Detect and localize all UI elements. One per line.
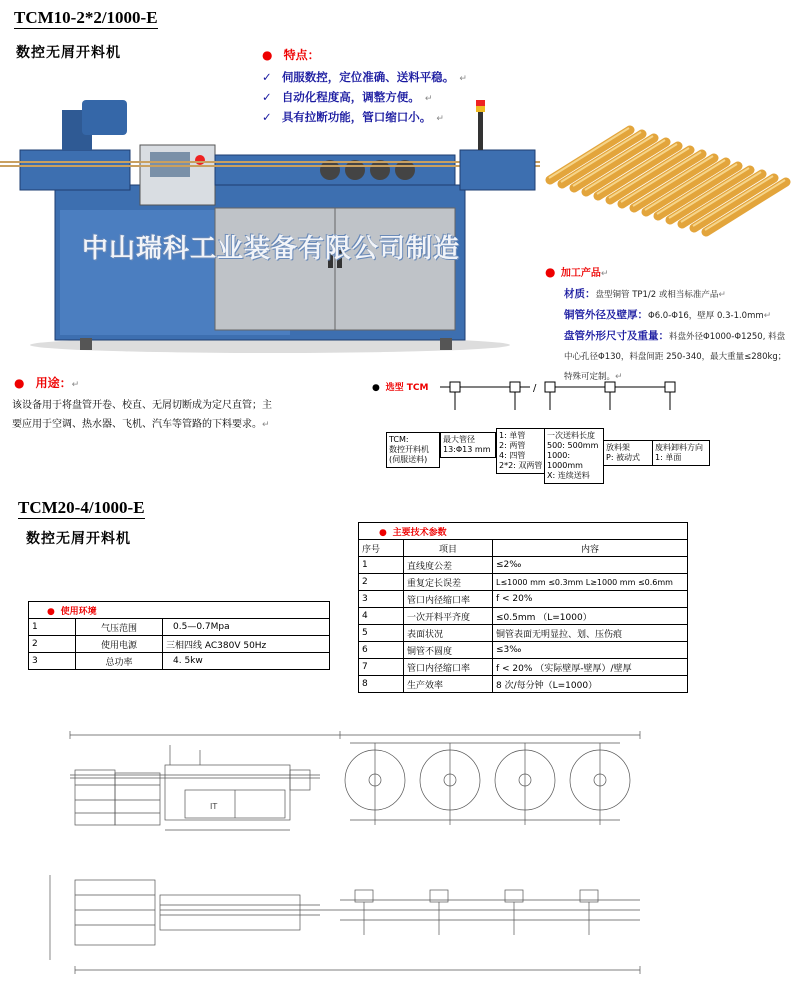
features-title: 特点： xyxy=(283,48,320,62)
copper-tubes-image xyxy=(540,125,800,255)
check-icon: ✓ xyxy=(262,90,272,104)
selection-connectors xyxy=(440,380,690,430)
specs-table: ● 主要技术参数 序号 项目 内容 1 直线度公差 ≤2‰ 2 重复定长误差 L≤1000 mm ≤0.3mm L≥1000 mm ≤0.6mm 3 管口内径缩口率 f < 20% 4 一次开料平齐度 ≤0.5mm （L=1000） 5 表面状况 铜管表面无明显拉、划、压伤痕 6 铜管不圆度 ≤3‰ 7 管口内径缩口率 f < 20% （实际壁厚-壁厚）/壁厚 8 生产效率 8 次/每分钟（L=1000） xyxy=(358,522,688,693)
products-title: 加工产品 xyxy=(560,268,601,279)
model1-code: TCM10-2*2/1000-E xyxy=(14,8,158,27)
table-row: 3 管口内径缩口率 f < 20% xyxy=(359,591,688,608)
selection-title: ● 选型 TCM xyxy=(372,383,429,393)
check-icon: ✓ xyxy=(262,70,272,84)
selection-box-length: 一次送料长度 500: 500mm 1000: 1000mm X: 连续送料 xyxy=(544,428,604,484)
usage-text: 该设备用于将盘管开卷、校直、无屑切断成为定尺直管；主 要应用于空调、热水器、飞机、汽车等管路的下料要求。↵ xyxy=(12,400,272,430)
machine-panel-label: IT xyxy=(210,802,218,811)
feature-item: ✓ 自动化程度高，调整方便。 ↵ xyxy=(262,90,433,104)
table-row: 1 直线度公差 ≤2‰ xyxy=(359,557,688,574)
model2-code: TCM20-4/1000-E xyxy=(18,498,145,517)
table-row: 2 使用电源 三相四线 AC380V 50Hz xyxy=(29,636,330,653)
usage-title: 用途： xyxy=(35,376,72,390)
selection-box-diameter: 最大管径 13:Φ13 mm xyxy=(440,432,496,458)
selection-box-series: TCM: 数控开料机 (伺服送料) xyxy=(386,432,440,468)
machine-photo xyxy=(0,90,540,360)
usage-section: ● 用途：↵ xyxy=(14,376,80,390)
table-row: 8 生产效率 8 次/每分钟（L=1000） xyxy=(359,676,688,693)
bullet-icon: ● xyxy=(14,376,25,390)
table-row: 5 表面状况 铜管表面无明显拉、划、压伤痕 xyxy=(359,625,688,642)
features-section xyxy=(262,44,320,63)
selection-box-tubes: 1: 单管 2: 两管 4: 四管 2*2: 双两管 xyxy=(496,428,546,474)
products-section: ● 加工产品↵ 材质：盘型铜管 TP1/2 或相当标准产品↵ 铜管外径及壁厚：Φ6.0-Φ16，壁厚 0.3-1.0mm↵ 盘管外形尺寸及重量：料盘外径Φ1000-Φ1250, 料盘 中心孔径Φ130，料盘间距 250-340，最大重量≤280kg； 特殊可定制。↵ xyxy=(545,265,787,382)
watermark: 中山瑞科工业装备有限公司制造 xyxy=(82,234,461,264)
environment-table: ● 使用环境 1 气压范围 0.5—0.7Mpa 2 使用电源 三相四线 AC380V 50Hz 3 总功率 4. 5kw xyxy=(28,601,330,670)
technical-drawing xyxy=(20,705,670,985)
feature-item: ✓ 伺服数控，定位准确、送料平稳。 ↵ xyxy=(262,70,467,84)
selection-box-discharge: 废料卸料方向 1: 单面 xyxy=(652,440,710,466)
bullet-icon: ● xyxy=(262,48,273,62)
table-row: 1 气压范围 0.5—0.7Mpa xyxy=(29,619,330,636)
table-row: 7 管口内径缩口率 f < 20% （实际壁厚-壁厚）/壁厚 xyxy=(359,659,688,676)
selection-box-rack: 放料架 P: 被动式 xyxy=(603,440,653,466)
check-icon: ✓ xyxy=(262,110,272,124)
table-row: 3 总功率 4. 5kw xyxy=(29,653,330,670)
specs-title: 主要技术参数 xyxy=(392,527,447,538)
table-row: 4 一次开料平齐度 ≤0.5mm （L=1000） xyxy=(359,608,688,625)
bullet-icon: ● xyxy=(545,265,556,279)
model1-name: 数控无屑开料机 xyxy=(16,45,121,61)
table-row: 2 重复定长误差 L≤1000 mm ≤0.3mm L≥1000 mm ≤0.6mm xyxy=(359,574,688,591)
model2-name: 数控无屑开料机 xyxy=(26,531,131,547)
feature-item: ✓ 具有拉断功能，管口缩口小。 ↵ xyxy=(262,110,444,124)
table-header: 序号 项目 内容 xyxy=(359,540,688,557)
bullet-icon: ● xyxy=(372,383,380,393)
table-row: 6 铜管不圆度 ≤3‰ xyxy=(359,642,688,659)
svg-text:/: / xyxy=(533,383,537,394)
